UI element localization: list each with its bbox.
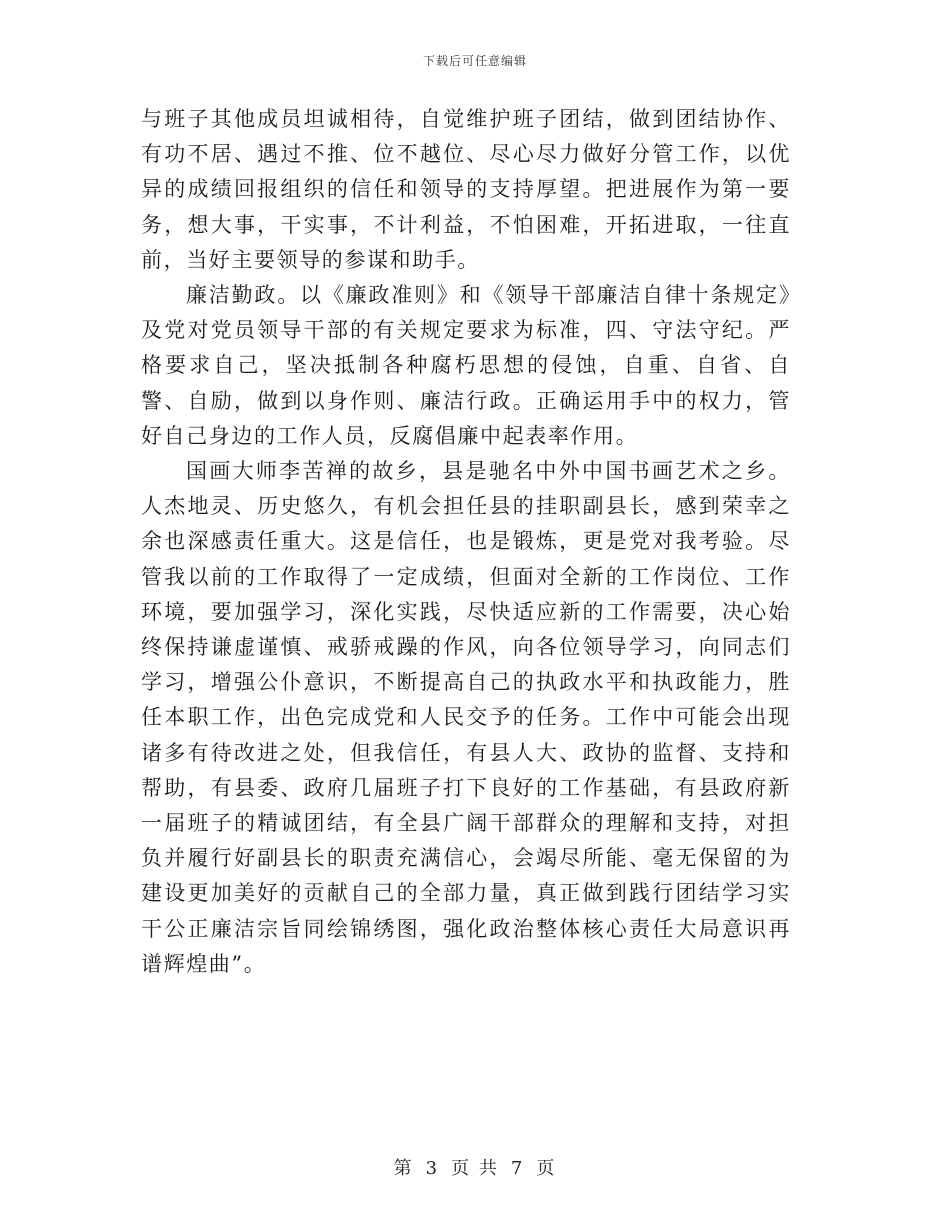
paragraph-2: 廉洁勤政。以《廉政准则》和《领导干部廉洁自律十条规定》及党对党员领导干部的有关规定要求为标准，四、守法守纪。严格要求自己，坚决抵制各种腐朽思想的侵蚀，自重、自省、自警、自励，做到以身作则、廉洁行政。正确运用手中的权力，管好自己身边的工作人员，反腐倡廉中起表率作用。 (141, 283, 791, 448)
page-number-footer (0, 1154, 950, 1180)
footer-middle: 页 共 (451, 1158, 499, 1179)
paragraph-1: 与班子其他成员坦诚相待，自觉维护班子团结，做到团结协作、有功不居、遇过不推、位不越位、尽心尽力做好分管工作，以优异的成绩回报组织的信任和领导的支持厚望。把进展作为第一要务，想大事，干实事，不计利益，不怕困难，开拓进取，一往直前，当好主要领导的参谋和助手。 (141, 107, 791, 272)
footer-current-page: 3 (425, 1158, 440, 1179)
footer-total-pages: 7 (510, 1158, 525, 1179)
footer-suffix: 页 (536, 1158, 557, 1179)
page-header: 下载后可任意编辑 (422, 54, 527, 68)
document-body (141, 102, 791, 982)
footer-prefix: 第 (393, 1158, 414, 1179)
paragraph-3: 国画大师李苦禅的故乡，县是驰名中外中国书画艺术之乡。人杰地灵、历史悠久，有机会担任县的挂职副县长，感到荣幸之余也深感责任重大。这是信任，也是锻炼，更是党对我考验。尽管我以前的工作取得了一定成绩，但面对全新的工作岗位、工作环境，要加强学习，深化实践，尽快适应新的工作需要，决心始终保持谦虚谨慎、戒骄戒躁的作风，向各位领导学习，向同志们学习，增强公仆意识，不断提高自己的执政水平和执政能力，胜任本职工作，出色完成党和人民交予的任务。工作中可能会出现诸多有待改进之处，但我信任，有县人大、政协的监督、支持和帮助，有县委、政府几届班子打下良好的工作基础，有县政府新一届班子的精诚团结，有全县广阔干部群众的理解和支持，对担负并履行好副县长的职责充满信心，会竭尽所能、毫无保留的为建设更加美好的贡献自己的全部力量，真正做到践行团结学习实干公正廉洁宗旨同绘锦绣图，强化政治整体核心责任大局意识再谱辉煌曲”。 (141, 459, 791, 976)
